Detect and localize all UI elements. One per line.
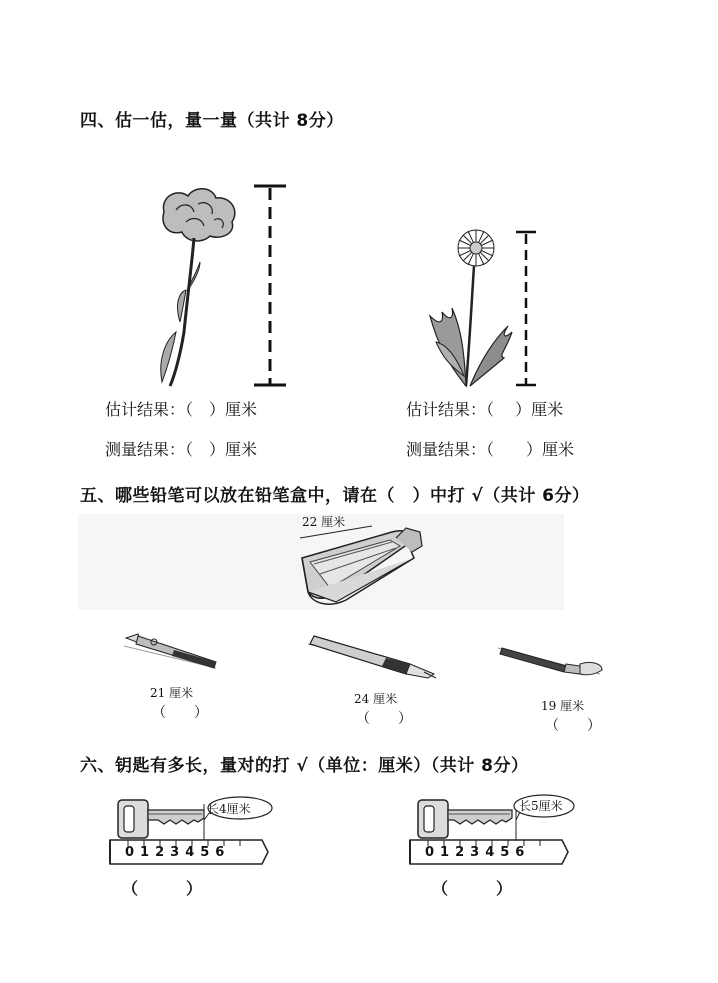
- pencil-3-answer[interactable]: （ ）: [545, 718, 601, 734]
- ruler-2-tick: 3: [470, 845, 486, 860]
- measure-line-right: [512, 230, 542, 388]
- ruler-1-tick: 3: [170, 845, 186, 860]
- ruler-2-tick: 6: [515, 845, 531, 860]
- right-measure-line: 测量结果：（ ）厘米: [406, 440, 575, 459]
- key-2-answer[interactable]: （ ）: [432, 879, 513, 898]
- pencil-1-answer[interactable]: （ ）: [152, 705, 208, 721]
- ruler-2-tick: 5: [500, 845, 516, 860]
- ruler-2-tick: 2: [455, 845, 471, 860]
- pencil-2-length: 24 厘米: [354, 692, 398, 706]
- ruler-1-tick: 1: [140, 845, 156, 860]
- ruler-1-tick: 2: [155, 845, 171, 860]
- ruler-1-tick: 0: [125, 845, 141, 860]
- ruler-1-ticks: [125, 845, 230, 860]
- pencil-2-answer[interactable]: （ ）: [356, 711, 412, 727]
- measure-line-left: [250, 184, 290, 390]
- ruler-1-tick: 6: [215, 845, 231, 860]
- pencil-2-image: [306, 634, 442, 682]
- ruler-2-ticks: [425, 845, 530, 860]
- pencil-3-image: [496, 644, 606, 680]
- case-length-label: 22 厘米: [302, 515, 346, 529]
- key-1-bubble: 长4厘米: [207, 802, 251, 816]
- ruler-1-tick: 5: [200, 845, 216, 860]
- dandelion-flower-image: [420, 226, 520, 394]
- ruler-1-tick: 4: [185, 845, 201, 860]
- key-1-answer[interactable]: （ ）: [122, 879, 203, 898]
- ruler-2-tick: 4: [485, 845, 501, 860]
- pencil-1-length: 21 厘米: [150, 686, 194, 700]
- pencil-3-length: 19 厘米: [541, 699, 585, 713]
- pencil-case-image: [296, 524, 436, 608]
- right-estimate-line: 估计结果：（ ）厘米: [406, 400, 564, 419]
- pencil-1-image: [120, 632, 224, 676]
- ruler-2-tick: 0: [425, 845, 441, 860]
- section-5-heading: 五、哪些铅笔可以放在铅笔盒中，请在（ ）中打 √（共计 6分）: [80, 486, 590, 506]
- section-6-heading: 六、钥匙有多长，量对的打 √（单位：厘米）（共计 8分）: [80, 756, 529, 776]
- carnation-flower-image: [150, 182, 250, 392]
- left-measure-line: 测量结果：（ ）厘米: [105, 440, 258, 459]
- ruler-2-tick: 1: [440, 845, 456, 860]
- left-estimate-line: 估计结果：（ ）厘米: [105, 400, 258, 419]
- key-2-bubble: 长5厘米: [519, 799, 563, 813]
- section-4-heading: 四、估一估，量一量（共计 8分）: [80, 111, 344, 131]
